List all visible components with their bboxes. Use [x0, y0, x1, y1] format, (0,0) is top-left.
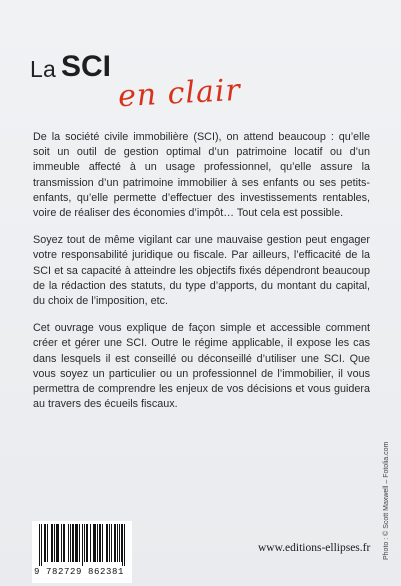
barcode-bar [58, 524, 59, 562]
barcode-bar [90, 524, 91, 562]
photo-credit: Photo : © Scott Maxwell – Fotolia.com [383, 441, 390, 560]
barcode-bar [64, 524, 65, 562]
barcode-bar [100, 524, 101, 562]
barcode-bar [114, 524, 115, 562]
barcode-bar [109, 524, 110, 562]
barcode-icon [39, 524, 125, 566]
barcode-bar [39, 524, 40, 566]
title-en-clair: en clair [117, 72, 242, 115]
barcode [32, 521, 132, 583]
barcode-bar [84, 524, 85, 562]
barcode-bar [47, 524, 48, 562]
barcode-bar [52, 524, 53, 562]
barcode-bar [57, 524, 58, 562]
isbn-number: 9 782729 862381 [34, 567, 125, 577]
barcode-bar [63, 524, 64, 562]
barcode-bar [79, 524, 80, 562]
barcode-bar [117, 524, 118, 562]
barcode-bar [97, 524, 98, 562]
barcode-bar [95, 524, 96, 562]
barcode-bar [56, 524, 57, 562]
blurb-paragraph-1: De la société civile immobilière (SCI), on attend beaucoup : qu’elle soit un outil de gestion optimal d’un patrimoine locatif ou d’un immeuble affecté à un usage professionnel, qu’elle assure la transmission d’un patrimoine immobilier à ses enfants ou ses petits-enfants, qu’elle permette d’effectuer des investissements rentables, voire de réaliser des économies d’impôt… Tout cela est possible. [33, 131, 370, 220]
barcode-bar [86, 524, 87, 562]
barcode-bar [93, 524, 94, 562]
blurb [33, 130, 370, 424]
barcode-bar [51, 524, 52, 562]
barcode-bar [122, 524, 123, 566]
barcode-bar [124, 524, 125, 566]
barcode-bar [87, 524, 88, 562]
barcode-bar [75, 524, 76, 562]
barcode-bar [102, 524, 103, 562]
barcode-bar [61, 524, 62, 562]
barcode-bar [70, 524, 71, 562]
barcode-bar [107, 524, 108, 562]
barcode-bar [119, 524, 120, 562]
book-title [30, 50, 370, 120]
barcode-bar [44, 524, 45, 562]
barcode-bar [77, 524, 78, 562]
barcode-bar [76, 524, 77, 562]
publisher-website: www.editions-ellipses.fr [258, 542, 371, 554]
barcode-bar [121, 524, 122, 562]
barcode-bar [54, 524, 55, 562]
blurb-paragraph-3: Cet ouvrage vous explique de façon simple et accessible comment créer et gérer une SCI. Outre le régime applicable, il expose les cas dans lesquels il est conseillé ou déconseillé d’utiliser une SCI. Que vous soyez un particulier ou un professionnel de l’immobilier, il vous permettra de comprendre les enjeux de vos décisions et vous guidera au travers des écueils fiscaux. [33, 322, 370, 411]
barcode-bar [111, 524, 112, 562]
barcode-bar [41, 524, 42, 566]
blurb-paragraph-2: Soyez tout de même vigilant car une mauvaise gestion peut engager votre responsabilité juridique ou fiscale. Par ailleurs, l’efficacité de la SCI et sa capacité à atteindre les objectifs fixés dépendront beaucoup de la rédaction des statuts, du type d’apports, du montant du capital, du choix de l’imposition, etc. [33, 234, 370, 308]
barcode-bar [106, 524, 107, 562]
barcode-bar [68, 524, 69, 562]
barcode-bar [115, 524, 116, 562]
barcode-bar [94, 524, 95, 562]
barcode-bar [82, 524, 83, 566]
barcode-bar [45, 524, 46, 562]
barcode-bar [72, 524, 73, 562]
barcode-bar [73, 524, 74, 562]
title-la: La [30, 56, 56, 82]
title-sci: SCI [61, 50, 112, 83]
barcode-bar [99, 524, 100, 562]
